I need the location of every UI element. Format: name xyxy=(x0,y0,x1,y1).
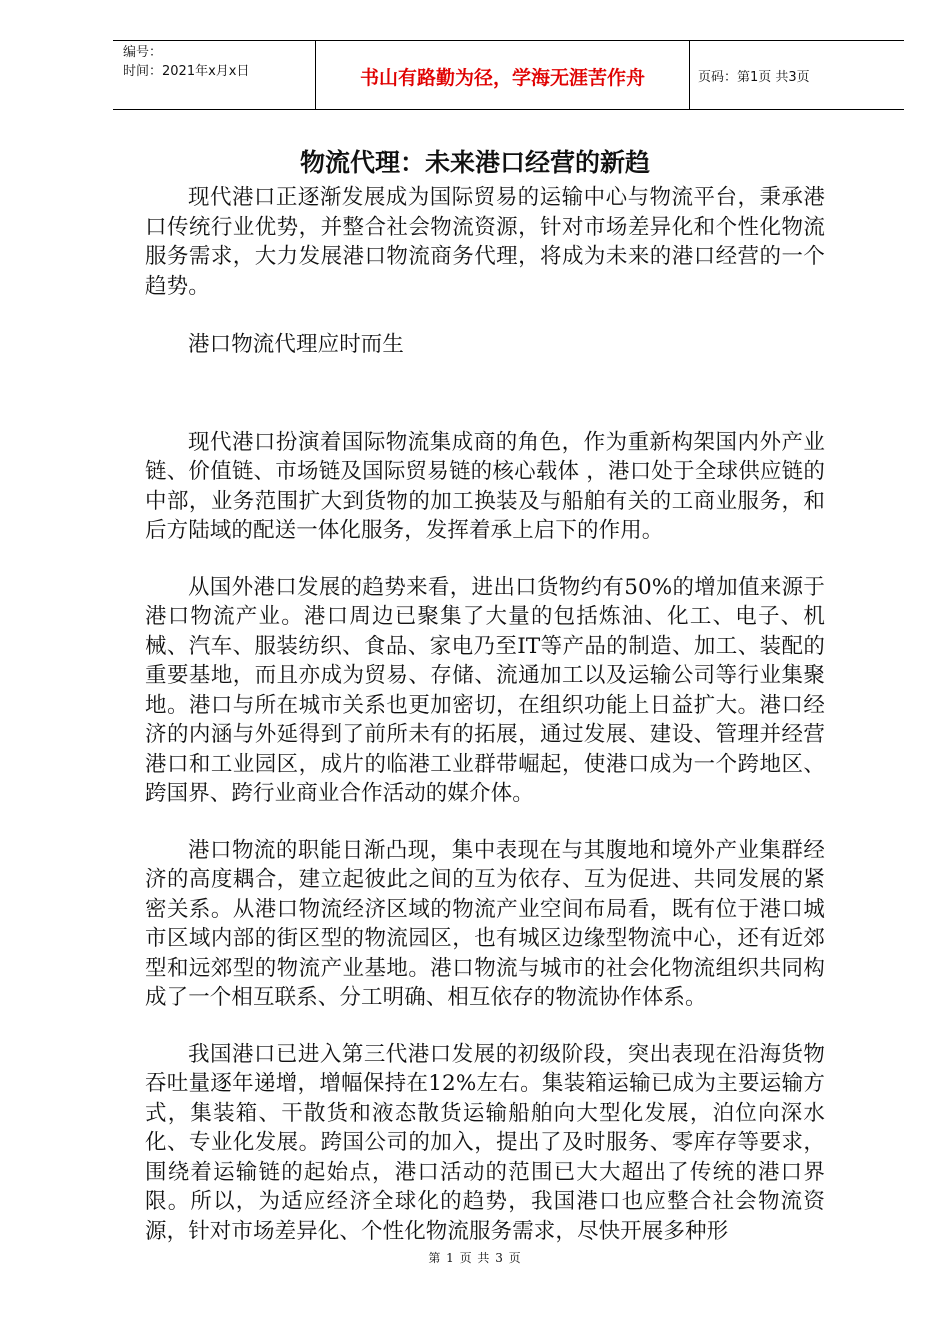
paragraph: 我国港口已进入第三代港口发展的初级阶段，突出表现在沿海货物吞吐量逐年递增，增幅保持在12%左右。集装箱运输已成为主要运输方式，集装箱、干散货和液态散货运输船舶向大型化发展，泊位向深水化、专业化发展。跨国公司的加入，提出了及时服务、零库存等要求，围绕着运输链的起始点，港口活动的范围已大大超出了传统的港口界限。所以，为适应经济全球化的趋势，我国港口也应整合社会物流资源，针对市场差异化、个性化物流服务需求，尽快开展多种形 xyxy=(145,1041,825,1244)
paragraph-intro: 现代港口正逐渐发展成为国际贸易的运输中心与物流平台，秉承港口传统行业优势，并整合社会物流资源，针对市场差异化和个性化物流服务需求，大力发展港口物流商务代理，将成为未来的港口经营的一个趋势。 xyxy=(145,185,825,299)
header-page-label: 页码：第1页 共3页 xyxy=(698,69,810,85)
paragraph: 港口物流的职能日渐凸现，集中表现在与其腹地和境外产业集群经济的高度耦合，建立起彼此之间的互为依存、互为促进、共同发展的紧密关系。从港口物流经济区域的物流产业空间布局看，既有位于港口城市区域内部的街区型的物流园区，也有城区边缘型物流中心，还有近郊型和远郊型的物流产业基地。港口物流与城市的社会化物流组织共同构成了一个相互联系、分工明确、相互依存的物流协作体系。 xyxy=(145,837,825,1010)
date-label: 时间：2021年x月x日 xyxy=(123,64,250,79)
document-body xyxy=(145,183,825,1246)
document-header xyxy=(113,40,904,110)
header-motto: 书山有路勤为径，学海无涯苦作舟 xyxy=(316,41,690,109)
header-meta xyxy=(113,41,316,109)
paragraph: 从国外港口发展的趋势来看，进出口货物约有50%的增加值来源于港口物流产业。港口周边已聚集了大量的包括炼油、化工、电子、机械、汽车、服装纺织、食品、家电乃至IT等产品的制造、加工、装配的重要基地，而且亦成为贸易、存储、流通加工以及运输公司等行业集聚地。港口与所在城市关系也更加密切，在组织功能上日益扩大。港口经济的内涵与外延得到了前所未有的拓展，通过发展、建设、管理并经营港口和工业园区，成片的临港工业群带崛起，使港口成为一个跨地区、跨国界、跨行业商业合作活动的媒介体。 xyxy=(145,574,825,806)
paragraph: 现代港口扮演着国际物流集成商的角色，作为重新构架国内外产业链、价值链、市场链及国际贸易链的核心载体 ，港口处于全球供应链的中部，业务范围扩大到货物的加工换装及与船舶有关的工商业服务，和后方陆域的配送一体化服务，发挥着承上启下的作用。 xyxy=(145,429,825,543)
number-label: 编号： xyxy=(123,45,163,60)
section-heading: 港口物流代理应时而生 xyxy=(188,332,405,357)
page-footer: 第 1 页 共 3 页 xyxy=(428,1251,522,1265)
document-title: 物流代理：未来港口经营的新趋 xyxy=(299,148,650,177)
